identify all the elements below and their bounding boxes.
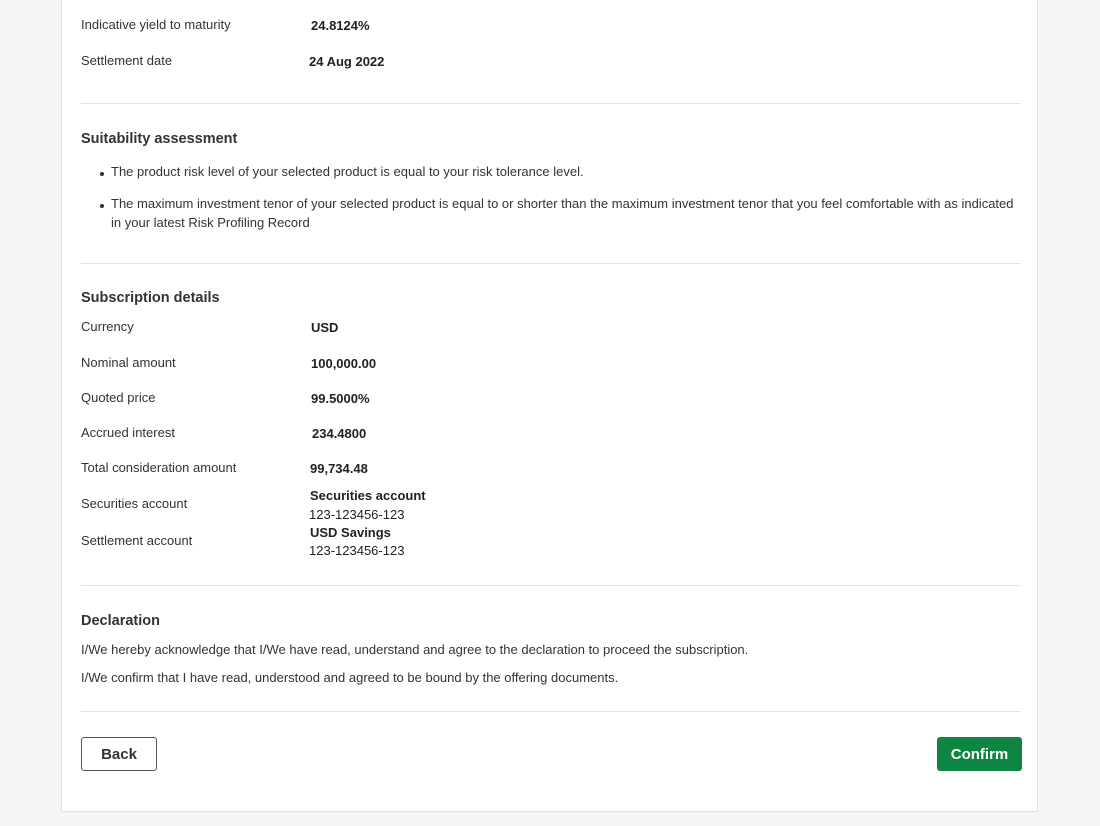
nominal-amount-label: Nominal amount [81, 355, 176, 370]
yield-value: 24.8124% [311, 18, 370, 33]
settlement-date-value: 24 Aug 2022 [309, 54, 385, 69]
settlement-account-label: Settlement account [81, 533, 193, 548]
settlement-account-name: USD Savings [310, 525, 391, 540]
total-consideration-value: 99,734.48 [310, 461, 368, 476]
securities-account-number: 123-123456-123 [309, 507, 405, 522]
nominal-amount-value: 100,000.00 [311, 356, 377, 371]
declaration-heading: Declaration [81, 613, 160, 629]
securities-account-name: Securities account [310, 488, 426, 503]
securities-account-label: Securities account [81, 496, 188, 511]
quoted-price-value: 99.5000% [311, 391, 370, 406]
total-consideration-label: Total consideration amount [81, 460, 237, 475]
divider [81, 585, 1021, 586]
yield-label: Indicative yield to maturity [81, 17, 231, 32]
divider [81, 263, 1021, 264]
settlement-account-number: 123-123456-123 [309, 543, 405, 558]
confirmation-card [61, 0, 1038, 812]
divider [81, 103, 1021, 104]
accrued-interest-label: Accrued interest [81, 425, 175, 440]
back-button[interactable]: Back [81, 737, 157, 771]
bullet-icon [100, 172, 104, 176]
quoted-price-label: Quoted price [81, 390, 156, 405]
divider [81, 711, 1021, 712]
declaration-line: I/We confirm that I have read, understood and agreed to be bound by the offering documents. [81, 670, 619, 685]
accrued-interest-value: 234.4800 [312, 426, 367, 441]
suitability-heading: Suitability assessment [81, 131, 238, 147]
suitability-bullet: The product risk level of your selected product is equal to your risk tolerance level. [111, 164, 584, 179]
subscription-heading: Subscription details [81, 290, 220, 306]
suitability-bullet: The maximum investment tenor of your selected product is equal to or shorter than the maximum investment tenor that you feel comfortable with as indicated in your latest Risk Profiling Record [111, 196, 1014, 230]
declaration-line: I/We hereby acknowledge that I/We have read, understand and agree to the declaration to proceed the subscription. [81, 642, 749, 657]
confirm-button[interactable]: Confirm [937, 737, 1022, 771]
bullet-icon [100, 204, 104, 208]
currency-label: Currency [81, 319, 134, 334]
currency-value: USD [311, 320, 339, 335]
settlement-date-label: Settlement date [81, 53, 173, 68]
